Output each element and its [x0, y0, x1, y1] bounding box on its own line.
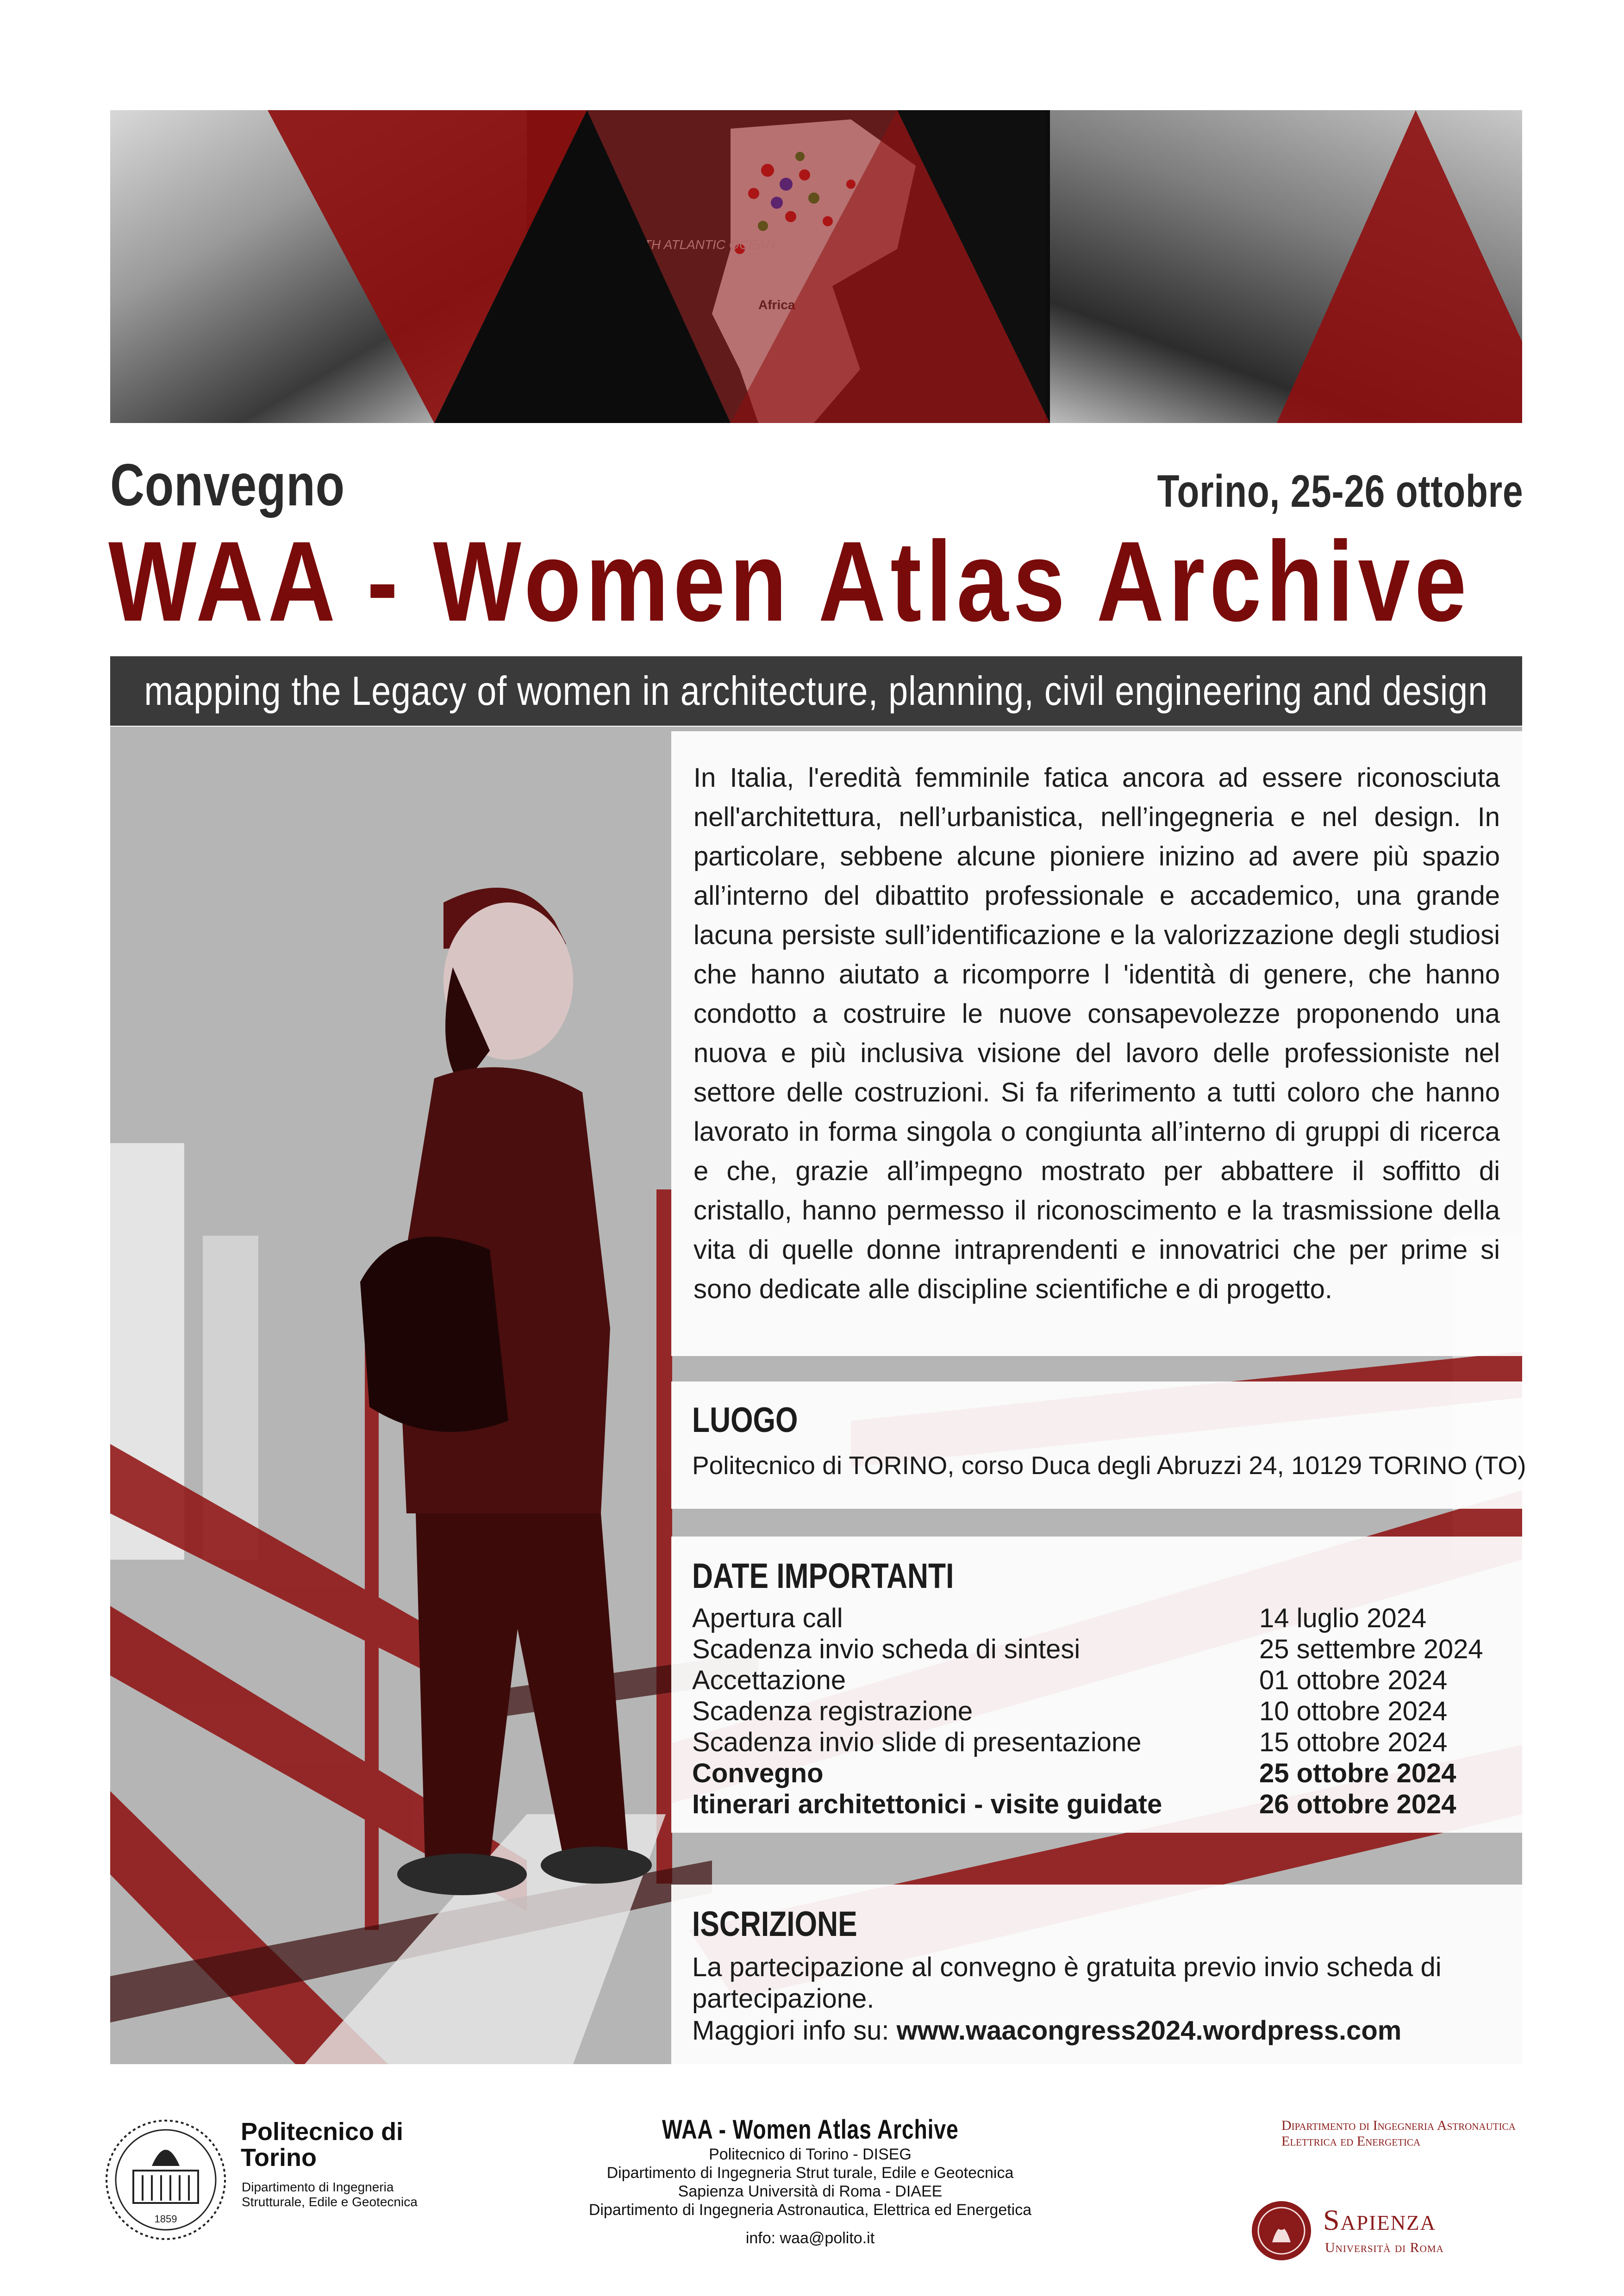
dates-heading: DATE IMPORTANTI	[692, 1556, 954, 1596]
registration-panel	[671, 1885, 1522, 2064]
diaee-logo-text: Dipartimento di Ingegneria Astronautica Elettrica ed Energetica	[1281, 2118, 1516, 2149]
sapienza-name: Sapienza	[1323, 2203, 1437, 2236]
footer-center	[509, 2114, 1111, 2247]
event-type-label: Convegno	[110, 452, 345, 518]
banner-triangles	[110, 110, 1522, 423]
date-row	[692, 1634, 1500, 1665]
date-label: Apertura call	[692, 1603, 843, 1633]
footer-line-diseg: Dipartimento di Ingegneria Strut turale, Edile e Geotecnica	[606, 2164, 1014, 2182]
more-info-label: Maggiori info su:	[692, 2016, 889, 2046]
footer-line-diaee: Dipartimento di Ingegneria Astronautica, Elettrica ed Energetica	[588, 2201, 1032, 2219]
date-value: 25 ottobre 2024	[1259, 1758, 1456, 1788]
intro-text: In Italia, l'eredità femminile fatica ancora ad essere riconosciuta nell'architettura, nell’urbanistica, nell’ingegneria e nel design. In particolare, sebbene alcune pioniere inizino ad avere più spazio all’interno del dibattito professionale e accademico, una grande lacuna persiste sull’identificazione e la valorizzazione degli studiosi che hanno aiutato a ricomporre l 'identità di genere, che hanno condotto a costruire le nuove consapevolezze proponendo una nuova e più inclusiva visione del lavoro delle professioniste nel settore delle costruzioni. Si fa riferimento a tutti coloro che hanno lavorato in forma singola o congiunta all’interno di gruppi di ricerca e che, grazie all’impegno mostrato per abbattere il soffitto di cristallo, hanno permesso il riconoscimento e la trasmissione della vita di quelle donne intraprendenti e innovatrici che per prime si sono dedicate alle discipline scientifiche e di progetto.	[693, 763, 1500, 1304]
date-label: Itinerari architettonici - visite guidate	[692, 1789, 1162, 1819]
polito-name: Politecnico di Torino	[241, 2118, 404, 2172]
registration-heading: ISCRIZIONE	[692, 1904, 857, 1944]
date-label: Scadenza registrazione	[692, 1696, 973, 1726]
date-row	[692, 1603, 1500, 1634]
website-link[interactable]: www.waacongress2024.wordpress.com	[896, 2016, 1402, 2046]
event-subtitle: mapping the Legacy of women in architecture, planning, civil engineering and design	[144, 668, 1488, 714]
sapienza-subtitle: Università di Roma	[1325, 2240, 1444, 2255]
date-label: Accettazione	[692, 1665, 846, 1695]
date-row-conference	[692, 1758, 1500, 1789]
date-value: 10 ottobre 2024	[1259, 1696, 1448, 1726]
venue-panel	[671, 1381, 1526, 1509]
dates-list	[692, 1603, 1500, 1820]
date-value: 25 settembre 2024	[1259, 1634, 1483, 1664]
dates-panel	[671, 1537, 1522, 1833]
footer-contact-email[interactable]: info: waa@polito.it	[745, 2229, 875, 2247]
date-row-tours	[692, 1789, 1500, 1820]
footer-line-sapienza: Sapienza Università di Roma - DIAEE	[678, 2183, 943, 2200]
date-row	[692, 1665, 1500, 1696]
date-row	[692, 1696, 1500, 1727]
sapienza-seal-icon	[1249, 2198, 1314, 2263]
venue-heading: LUOGO	[692, 1400, 798, 1440]
registration-text: La partecipazione al convegno è gratuita previo invio scheda di partecipazione.	[692, 1952, 1442, 2014]
header-banner	[110, 110, 1522, 423]
footer-line-polito: Politecnico di Torino - DISEG	[709, 2146, 912, 2163]
date-label: Scadenza invio slide di presentazione	[692, 1727, 1142, 1757]
polito-department: Dipartimento di Ingegneria Strutturale, Edile e Geotecnica	[242, 2180, 418, 2209]
intro-panel	[671, 731, 1522, 1356]
date-label: Convegno	[692, 1758, 824, 1788]
subtitle-band	[110, 656, 1522, 726]
date-value: 26 ottobre 2024	[1259, 1789, 1456, 1819]
footer-title: WAA - Women Atlas Archive	[662, 2115, 959, 2145]
date-value: 14 luglio 2024	[1259, 1603, 1427, 1633]
date-value: 01 ottobre 2024	[1259, 1665, 1448, 1695]
polito-year: 1859	[154, 2213, 177, 2225]
date-label: Scadenza invio scheda di sintesi	[692, 1634, 1081, 1664]
event-title: WAA - Women Atlas Archive	[108, 518, 1471, 645]
event-place-date: Torino, 25-26 ottobre	[1157, 466, 1523, 516]
registration-more-info	[692, 2015, 1500, 2047]
date-row	[692, 1727, 1500, 1758]
venue-address: Politecnico di TORINO, corso Duca degli Abruzzi 24, 10129 TORINO (TO)	[692, 1451, 1526, 1480]
polito-seal-icon	[101, 2115, 231, 2245]
date-value: 15 ottobre 2024	[1259, 1727, 1448, 1757]
